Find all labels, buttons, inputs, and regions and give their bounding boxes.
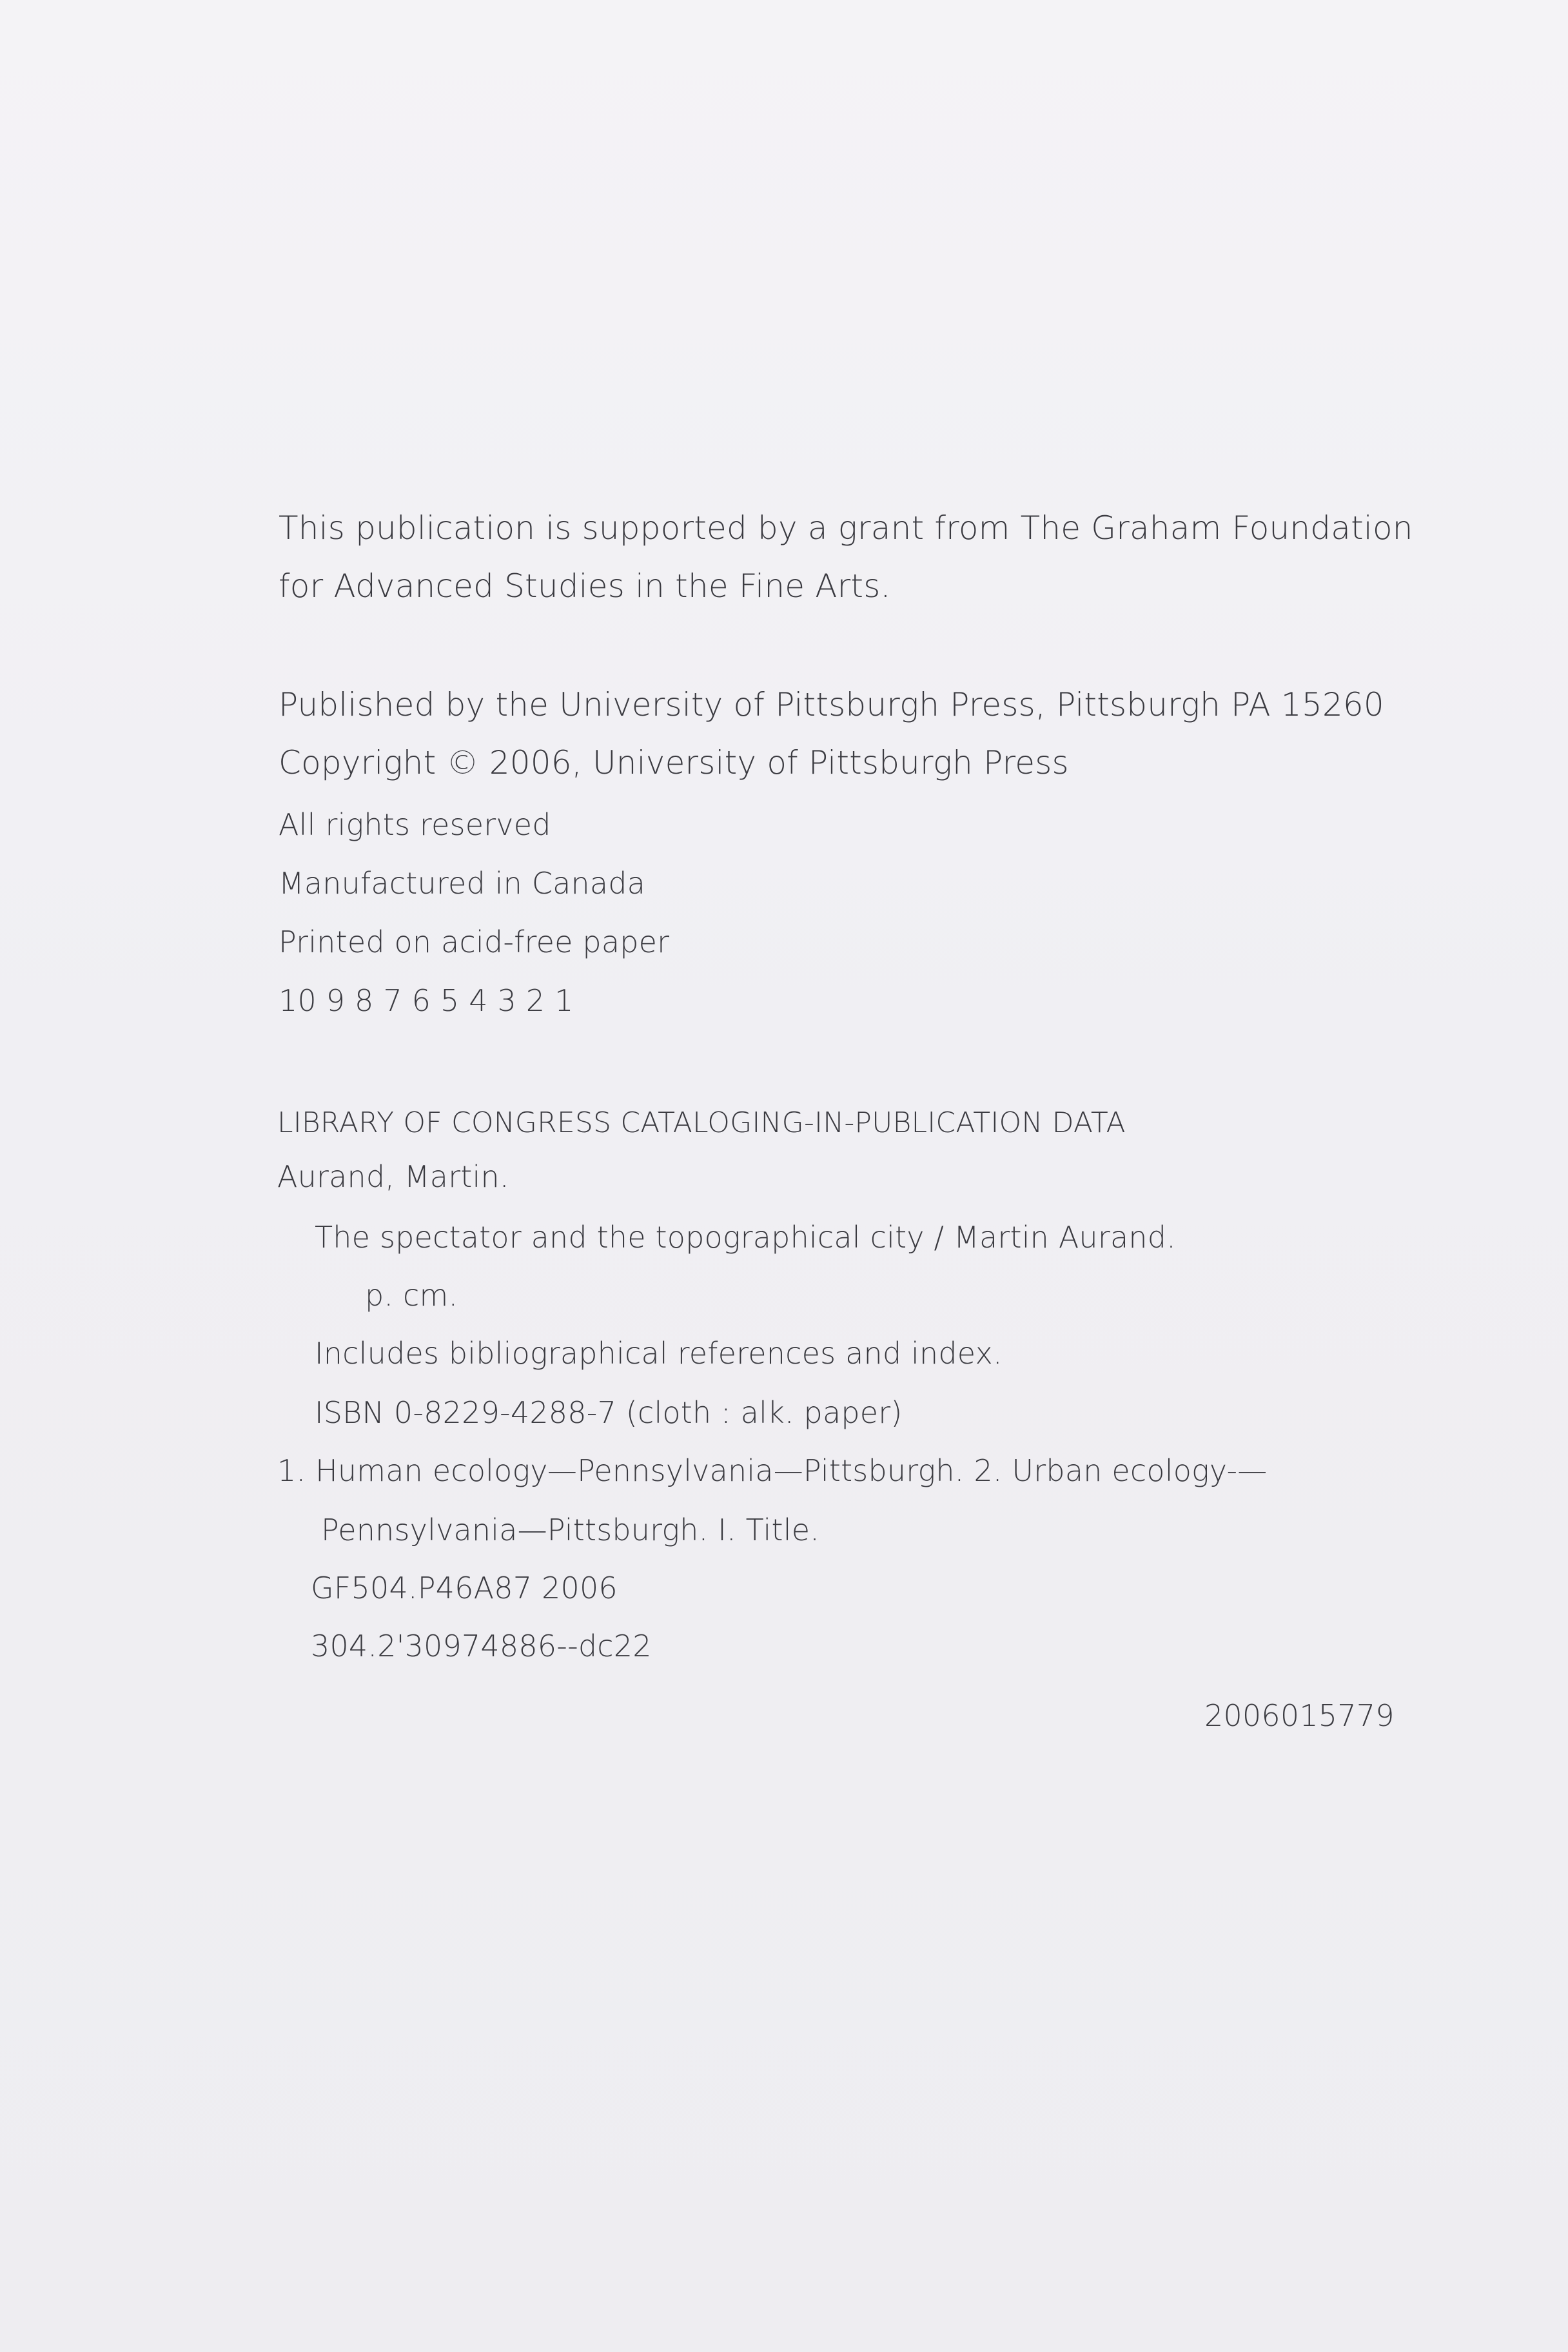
grant-line-2: for Advanced Studies in the Fine Arts.	[279, 567, 891, 605]
cip-pcm: p. cm.	[365, 1278, 458, 1313]
cip-subjects-line-1: 1. Human ecology—Pennsylvania—Pittsburgh. 2. Urban ecology-—	[277, 1453, 1268, 1488]
cip-includes: Includes bibliographical references and index.	[315, 1336, 1003, 1371]
cip-title: The spectator and the topographical city / Martin Aurand.	[315, 1220, 1176, 1255]
cip-subjects-line-2: Pennsylvania—Pittsburgh. I. Title.	[321, 1513, 820, 1547]
paper-note: Printed on acid-free paper	[279, 925, 670, 959]
printing-line: 10 9 8 7 6 5 4 3 2 1	[279, 983, 574, 1018]
grant-line-1: This publication is supported by a grant from The Graham Foundation	[279, 509, 1413, 547]
cip-lc-class: GF504.P46A87 2006	[311, 1571, 618, 1605]
published-by: Published by the University of Pittsburgh Press, Pittsburgh PA 15260	[279, 686, 1384, 723]
manufactured-in: Manufactured in Canada	[279, 866, 646, 901]
cip-isbn: ISBN 0-8229-4288-7 (cloth : alk. paper)	[315, 1395, 903, 1430]
cip-dewey: 304.2'30974886--dc22	[311, 1629, 652, 1663]
rights-reserved: All rights reserved	[279, 807, 551, 842]
cip-heading: LIBRARY OF CONGRESS CATALOGING-IN-PUBLICATION DATA	[277, 1106, 1126, 1139]
cip-author: Aurand, Martin.	[277, 1159, 509, 1194]
copyright-notice: Copyright © 2006, University of Pittsburgh Press	[279, 744, 1069, 781]
cip-lccn: 2006015779	[1204, 1698, 1395, 1733]
